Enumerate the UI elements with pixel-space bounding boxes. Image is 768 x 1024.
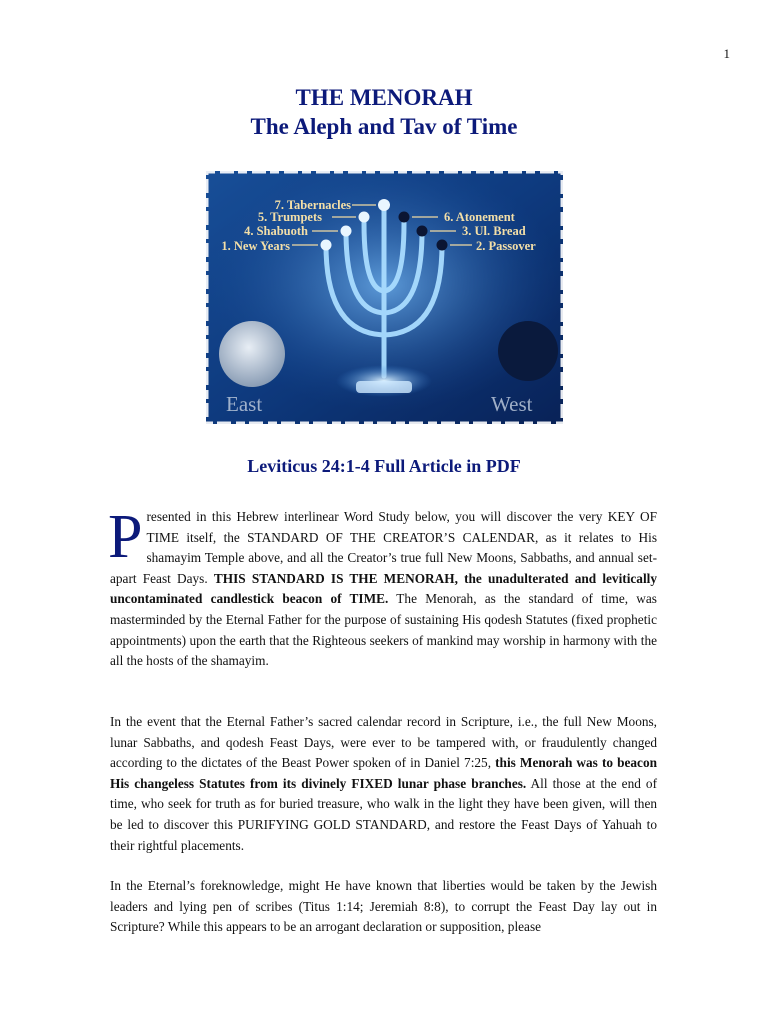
title-block bbox=[0, 84, 768, 142]
paragraph-2-bold: this Menorah was to beacon His changeless Statutes from its divinely FIXED lunar phase branches. bbox=[110, 755, 658, 791]
menorah-svg bbox=[206, 171, 563, 424]
drop-cap: P bbox=[108, 503, 143, 571]
paragraph-2 bbox=[110, 712, 657, 856]
page-number: 1 bbox=[723, 46, 730, 61]
label-tabernacles: 7. Tabernacles bbox=[274, 198, 351, 212]
page-title: THE MENORAH bbox=[295, 85, 473, 110]
paragraph-3 bbox=[110, 876, 657, 938]
label-new-years: 1. New Years bbox=[221, 239, 290, 253]
article-pdf-link[interactable]: Leviticus 24:1-4 Full Article in PDF bbox=[247, 456, 521, 476]
full-moon-icon bbox=[219, 321, 285, 387]
label-ul-bread: 3. Ul. Bread bbox=[462, 224, 526, 238]
label-west: West bbox=[491, 392, 533, 416]
paragraph-1-text-a: resented in this Hebrew interlinear Word Study below, you will discover the very KEY OF TIME itself, the STANDARD OF THE CREATOR’S CALENDAR, as it relates to His shamayim Temple above, and all the Creator’s true full New Moons, Sabbaths, and annual set-apart Feast Days. bbox=[110, 509, 657, 586]
paragraph-3-text-a: In the Eternal’s foreknowledge, might He have known that liberties would be taken by the Jewish leaders and lying pen of scribes (Titus 1:14; Jeremiah 8:8), to corrupt the Feast Day lay out in Scripture? While this appears to be an arrogant declaration or supposition, please bbox=[110, 878, 657, 935]
paragraph-1-text-b: The Menorah, as the standard of time, was masterminded by the Eternal Father for the purpose of sustaining His qodesh Statutes (fixed prophetic appointments) upon the earth that the Righteous seekers of mankind may worship in harmony with the all the hosts of the shamayim. bbox=[110, 591, 657, 669]
new-moon-icon bbox=[498, 321, 558, 381]
paragraph-1 bbox=[108, 503, 657, 672]
label-shabuoth: 4. Shabuoth bbox=[244, 224, 308, 238]
paragraph-2-text-a: In the event that the Eternal Father’s sacred calendar record in Scripture, i.e., the full New Moons, lunar Sabbaths, and qodesh Feast Days, were ever to be tampered with, or fraudulently changed according to the dictates of the Beast Power spoken of in Daniel 7:25, bbox=[110, 714, 657, 771]
label-passover: 2. Passover bbox=[476, 239, 536, 253]
paragraph-2-text-b: All those at the end of time, who seek for truth as for buried treasure, who walk in the light they have been given, will then be led to discover this PURIFYING GOLD STANDARD, and restore the Feast Days of Yahuah to their rightful placements. bbox=[110, 775, 657, 853]
label-east: East bbox=[226, 392, 263, 416]
paragraph-1-bold: THIS STANDARD IS THE MENORAH, the unadulterated and levitically uncontaminated candlestick beacon of TIME. bbox=[110, 570, 657, 607]
menorah-illustration bbox=[206, 171, 563, 424]
label-trumpets: 5. Trumpets bbox=[257, 210, 322, 224]
label-atonement: 6. Atonement bbox=[444, 210, 515, 224]
page-subtitle: The Aleph and Tav of Time bbox=[250, 114, 518, 139]
